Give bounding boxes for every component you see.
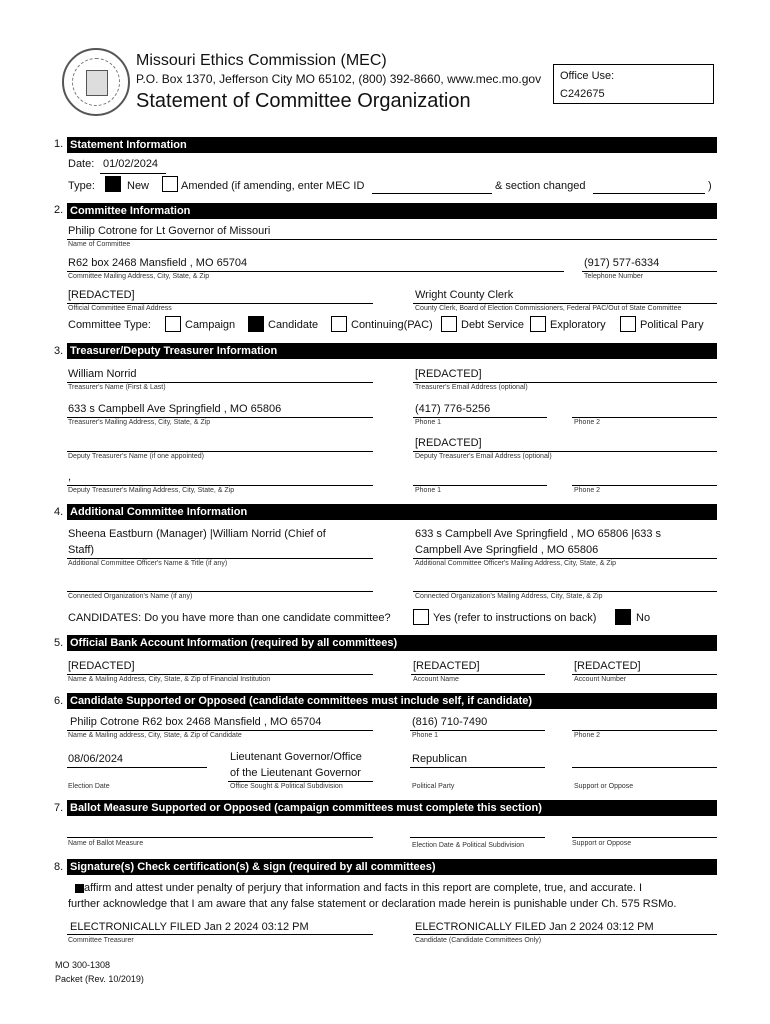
- candidates-no-checkbox[interactable]: [615, 609, 631, 625]
- treasurer-address-label: Treasurer's Mailing Address, City, State, & Zip: [68, 419, 211, 426]
- deputy-address-value[interactable]: ,: [68, 471, 72, 483]
- committee-phone-value[interactable]: (917) 577-6334: [584, 257, 660, 269]
- committee-phone-label: Telephone Number: [584, 273, 644, 280]
- type-political-party-label: Political Pary: [640, 319, 704, 331]
- candidates-no-label: No: [636, 612, 651, 624]
- type-candidate-checkbox[interactable]: [248, 316, 264, 332]
- section-2-header: Committee Information: [67, 203, 717, 219]
- section-8-header: Signature(s) Check certification(s) & sign (required by all committees): [67, 859, 717, 875]
- officer-address-label: Additional Committee Officer's Mailing Address, City, State, & Zip: [415, 560, 617, 567]
- office-sought-label: Office Sought & Political Subdivision: [230, 783, 343, 790]
- treasurer-email-label: Treasurer's Email Address (optional): [415, 384, 528, 391]
- committee-type-label: Committee Type:: [68, 319, 151, 331]
- type-amended-label: Amended (if amending, enter MEC ID: [181, 180, 365, 192]
- candidate-phone2-field[interactable]: [572, 730, 717, 731]
- account-name-value[interactable]: [REDACTED]: [413, 660, 480, 672]
- type-amended-checkbox[interactable]: [162, 176, 178, 192]
- ballot-support-label: Support or Oppose: [572, 840, 632, 847]
- section-4-header: Additional Committee Information: [67, 504, 717, 520]
- deputy-phone1-field[interactable]: [413, 485, 547, 486]
- form-title: Statement of Committee Organization: [136, 90, 471, 112]
- type-candidate-label: Candidate: [268, 319, 319, 331]
- type-label: Type:: [68, 180, 95, 192]
- committee-address-value[interactable]: R62 box 2468 Mansfield , MO 65704: [68, 257, 248, 269]
- election-date-label: Election Date: [68, 783, 110, 790]
- section-changed-field[interactable]: [593, 193, 705, 194]
- candidate-support-field[interactable]: [572, 767, 717, 768]
- type-campaign-checkbox[interactable]: [165, 316, 181, 332]
- form-number: MO 300-1308: [55, 960, 111, 970]
- mec-id-field[interactable]: [372, 193, 492, 194]
- type-political-party-checkbox[interactable]: [620, 316, 636, 332]
- party-value[interactable]: Republican: [412, 753, 468, 765]
- election-date-value[interactable]: 08/06/2024: [68, 753, 124, 765]
- treasurer-phone1-value[interactable]: (417) 776-5256: [415, 403, 491, 415]
- committee-email-label: Official Committee Email Address: [68, 305, 172, 312]
- committee-name-value[interactable]: Philip Cotrone for Lt Governor of Missouri: [68, 225, 271, 237]
- candidates-yes-label: Yes (refer to instructions on back): [433, 612, 597, 624]
- officer-name-label: Additional Committee Officer's Name & Title (if any): [68, 560, 228, 567]
- deputy-name-label: Deputy Treasurer's Name (if one appointed): [68, 453, 204, 460]
- org-name: Missouri Ethics Commission (MEC): [136, 52, 387, 69]
- section-1-header: Statement Information: [67, 137, 717, 153]
- deputy-phone2-field[interactable]: [572, 485, 717, 486]
- county-clerk-label: County Clerk, Board of Election Commissioners, Federal PAC/Out of State Committee: [415, 305, 682, 312]
- section-2-number: 2.: [54, 204, 64, 216]
- candidate-label: Name & Mailing address, City, State, & Zip of Candidate: [68, 732, 242, 739]
- candidate-signature-label: Candidate (Candidate Committees Only): [415, 937, 542, 944]
- certification-line2: further acknowledge that I am aware that any false statement or declaration made herein is punishable under Ch. 575 RSMo.: [68, 898, 677, 910]
- date-label: Date:: [68, 158, 95, 170]
- type-debt-service-label: Debt Service: [461, 319, 524, 331]
- certification-checkbox[interactable]: [75, 884, 84, 893]
- date-value[interactable]: 01/02/2024: [103, 158, 159, 170]
- ballot-measure-label: Name of Ballot Measure: [68, 840, 144, 847]
- type-debt-service-checkbox[interactable]: [441, 316, 457, 332]
- office-sought-line2[interactable]: of the Lieutenant Governor: [230, 767, 361, 779]
- office-sought-line1[interactable]: Lieutenant Governor/Office: [230, 751, 362, 763]
- county-clerk-value[interactable]: Wright County Clerk: [415, 289, 514, 301]
- account-name-label: Account Name: [413, 676, 459, 683]
- officer-name-line1[interactable]: Sheena Eastburn (Manager) |William Norrid (Chief of: [68, 528, 326, 540]
- treasurer-signature-label: Committee Treasurer: [68, 937, 134, 944]
- candidate-signature[interactable]: ELECTRONICALLY FILED Jan 2 2024 03:12 PM: [415, 921, 654, 933]
- type-continuing-label: Continuing(PAC): [351, 319, 433, 331]
- section-3-number: 3.: [54, 345, 64, 357]
- committee-address-label: Committee Mailing Address, City, State, & Zip: [68, 273, 210, 280]
- ballot-date-label: Election Date & Political Subdivision: [412, 842, 525, 849]
- treasurer-signature[interactable]: ELECTRONICALLY FILED Jan 2 2024 03:12 PM: [70, 921, 309, 933]
- officer-name-line2[interactable]: Staff): [68, 544, 95, 556]
- candidate-phone1-label: Phone 1: [412, 732, 439, 739]
- deputy-email-value[interactable]: [REDACTED]: [415, 437, 482, 449]
- mec-seal-icon: [62, 48, 130, 116]
- candidate-support-label: Support or Oppose: [574, 783, 634, 790]
- committee-email-value[interactable]: [REDACTED]: [68, 289, 135, 301]
- section-7-number: 7.: [54, 802, 64, 814]
- bank-value[interactable]: [REDACTED]: [68, 660, 135, 672]
- treasurer-email-value[interactable]: [REDACTED]: [415, 368, 482, 380]
- section-6-header: Candidate Supported or Opposed (candidate committees must include self, if candidate): [67, 693, 717, 709]
- type-close-paren: ): [708, 180, 712, 192]
- deputy-phone1-label: Phone 1: [415, 487, 442, 494]
- type-exploratory-checkbox[interactable]: [530, 316, 546, 332]
- candidate-phone1-value[interactable]: (816) 710-7490: [412, 716, 488, 728]
- candidates-question: CANDIDATES: Do you have more than one candidate committee?: [68, 612, 391, 624]
- office-use-box: [553, 64, 714, 104]
- deputy-address-label: Deputy Treasurer's Mailing Address, City, State, & Zip: [68, 487, 235, 494]
- packet-revision: Packet (Rev. 10/2019): [55, 974, 144, 984]
- section-6-number: 6.: [54, 695, 64, 707]
- type-continuing-checkbox[interactable]: [331, 316, 347, 332]
- section-3-header: Treasurer/Deputy Treasurer Information: [67, 343, 717, 359]
- section-5-number: 5.: [54, 637, 64, 649]
- ballot-measure-field[interactable]: [67, 837, 373, 838]
- deputy-email-label: Deputy Treasurer's Email Address (optional): [415, 453, 552, 460]
- officer-address-line1[interactable]: 633 s Campbell Ave Springfield , MO 65806 |633 s: [415, 528, 662, 540]
- account-number-label: Account Number: [574, 676, 627, 683]
- connected-org-label: Connected Organization's Name (if any): [68, 593, 193, 600]
- party-label: Political Party: [412, 783, 455, 790]
- type-campaign-label: Campaign: [185, 319, 236, 331]
- section-1-number: 1.: [54, 138, 64, 150]
- deputy-name-field[interactable]: [67, 451, 373, 452]
- connected-org-address-label: Connected Organization's Mailing Address, City, State, & Zip: [415, 593, 603, 600]
- ballot-date-field[interactable]: [410, 837, 545, 838]
- treasurer-phone1-label: Phone 1: [415, 419, 442, 426]
- section-4-number: 4.: [54, 506, 64, 518]
- candidates-yes-checkbox[interactable]: [413, 609, 429, 625]
- candidate-value[interactable]: Philip Cotrone R62 box 2468 Mansfield , MO 65704: [70, 716, 322, 728]
- bank-label: Name & Mailing Address, City, State, & Zip of Financial Institution: [68, 676, 271, 683]
- certification-line1: affirm and attest under penalty of perjury that information and facts in this report are complete, true, and accurate. I: [84, 882, 643, 894]
- deputy-phone2-label: Phone 2: [574, 487, 601, 494]
- office-use-value: C242675: [560, 88, 605, 100]
- section-changed-label: & section changed: [495, 180, 586, 192]
- committee-name-label: Name of Committee: [68, 241, 131, 248]
- treasurer-name-label: Treasurer's Name (First & Last): [68, 384, 166, 391]
- ballot-support-field[interactable]: [572, 837, 717, 838]
- account-number-value[interactable]: [REDACTED]: [574, 660, 641, 672]
- office-use-label: Office Use:: [560, 70, 615, 82]
- connected-org-address-field[interactable]: [413, 591, 717, 592]
- treasurer-address-value[interactable]: 633 s Campbell Ave Springfield , MO 65806: [68, 403, 282, 415]
- treasurer-name-value[interactable]: William Norrid: [68, 368, 137, 380]
- treasurer-phone2-label: Phone 2: [574, 419, 601, 426]
- type-new-checkbox[interactable]: [105, 176, 121, 192]
- type-new-label: New: [127, 180, 150, 192]
- connected-org-field[interactable]: [67, 591, 373, 592]
- section-8-number: 8.: [54, 861, 64, 873]
- candidate-phone2-label: Phone 2: [574, 732, 601, 739]
- org-contact: P.O. Box 1370, Jefferson City MO 65102, (800) 392-8660, www.mec.mo.gov: [136, 72, 542, 86]
- section-7-header: Ballot Measure Supported or Opposed (campaign committees must complete this section): [67, 800, 717, 816]
- section-5-header: Official Bank Account Information (required by all committees): [67, 635, 717, 651]
- officer-address-line2[interactable]: Campbell Ave Springfield , MO 65806: [415, 544, 599, 556]
- type-exploratory-label: Exploratory: [550, 319, 606, 331]
